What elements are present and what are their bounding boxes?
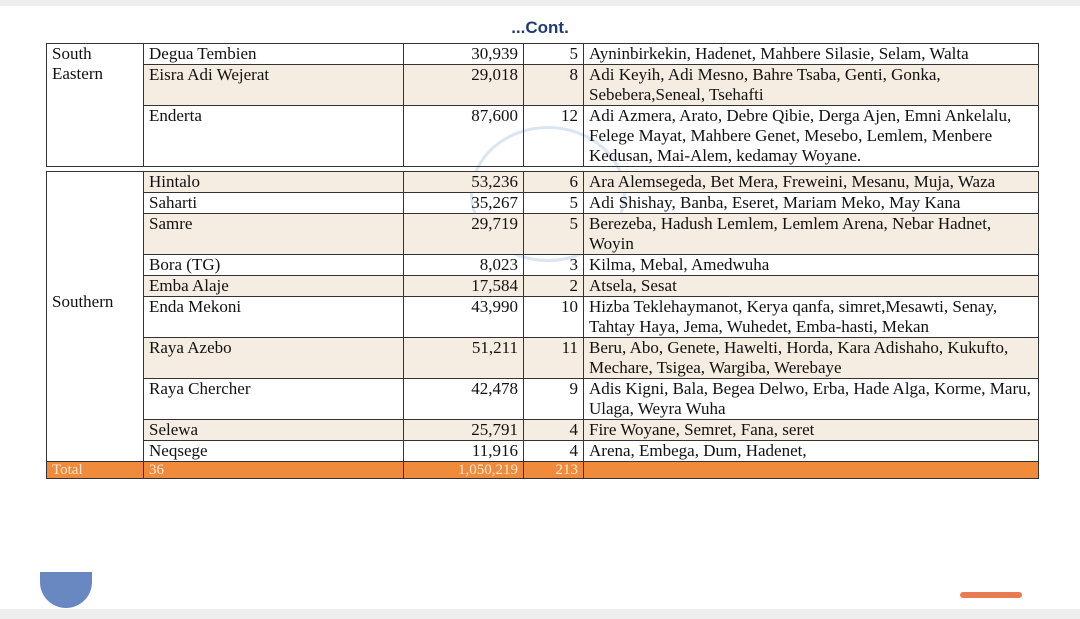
table-row [47, 193, 1039, 214]
table-row [47, 441, 1039, 462]
count-cell: 11 [524, 338, 584, 379]
woreda-cell: Hintalo [144, 172, 404, 193]
towns-cell: Beru, Abo, Genete, Hawelti, Horda, Kara Adishaho, Kukufto, Mechare, Tsigea, Wargiba, Werebaye [584, 338, 1039, 379]
table-row [47, 214, 1039, 255]
woreda-cell: Saharti [144, 193, 404, 214]
count-cell: 9 [524, 379, 584, 420]
woreda-cell: Degua Tembien [144, 44, 404, 65]
count-cell: 6 [524, 172, 584, 193]
population-cell: 25,791 [404, 420, 524, 441]
region-cell [47, 44, 144, 167]
count-cell: 4 [524, 441, 584, 462]
population-cell: 8,023 [404, 255, 524, 276]
towns-cell: Adi Azmera, Arato, Debre Qibie, Derga Ajen, Emni Ankelalu, Felege Mayat, Mahbere Genet, Mesebo, Lemlem, Menbere Kedusan, Mai-Alem, kedamay Woyane. [584, 106, 1039, 167]
woreda-cell: Eisra Adi Wejerat [144, 65, 404, 106]
woreda-cell: Raya Azebo [144, 338, 404, 379]
table-row [47, 297, 1039, 338]
population-cell: 29,719 [404, 214, 524, 255]
population-cell: 51,211 [404, 338, 524, 379]
population-cell: 29,018 [404, 65, 524, 106]
table-row [47, 172, 1039, 193]
towns-cell: Arena, Embega, Dum, Hadenet, [584, 441, 1039, 462]
count-cell: 5 [524, 44, 584, 65]
table-row [47, 255, 1039, 276]
count-cell: 5 [524, 214, 584, 255]
count-cell: 4 [524, 420, 584, 441]
woreda-cell: Raya Chercher [144, 379, 404, 420]
total-population: 1,050,219 [404, 462, 524, 479]
population-cell: 35,267 [404, 193, 524, 214]
table-row [47, 420, 1039, 441]
population-cell: 17,584 [404, 276, 524, 297]
population-cell: 53,236 [404, 172, 524, 193]
towns-cell: Ayninbirkekin, Hadenet, Mahbere Silasie, Selam, Walta [584, 44, 1039, 65]
page-corner-mark [40, 572, 92, 608]
woreda-cell: Emba Alaje [144, 276, 404, 297]
woreda-table [46, 43, 1039, 479]
region-label: Southern [52, 292, 114, 311]
total-woredas: 36 [144, 462, 404, 479]
woreda-cell: Neqsege [144, 441, 404, 462]
towns-cell: Ara Alemsegeda, Bet Mera, Freweini, Mesanu, Muja, Waza [584, 172, 1039, 193]
towns-cell: Adi Keyih, Adi Mesno, Bahre Tsaba, Genti, Gonka, Sebebera,Seneal, Tsehafti [584, 65, 1039, 106]
table-row [47, 44, 1039, 65]
woreda-cell: Selewa [144, 420, 404, 441]
total-row [47, 462, 1039, 479]
count-cell: 8 [524, 65, 584, 106]
population-cell: 43,990 [404, 297, 524, 338]
table-row [47, 338, 1039, 379]
population-cell: 30,939 [404, 44, 524, 65]
woreda-cell: Samre [144, 214, 404, 255]
woreda-cell: Enda Mekoni [144, 297, 404, 338]
towns-cell: Atsela, Sesat [584, 276, 1039, 297]
towns-cell: Adi Shishay, Banba, Eseret, Mariam Meko, May Kana [584, 193, 1039, 214]
count-cell: 10 [524, 297, 584, 338]
towns-cell: Kilma, Mebal, Amedwuha [584, 255, 1039, 276]
total-count: 213 [524, 462, 584, 479]
table-row [47, 379, 1039, 420]
footer-accent-bar [960, 592, 1022, 598]
count-cell: 5 [524, 193, 584, 214]
towns-cell: Fire Woyane, Semret, Fana, seret [584, 420, 1039, 441]
region-cell [47, 172, 144, 462]
continuation-label: ...Cont. [511, 18, 569, 37]
count-cell: 2 [524, 276, 584, 297]
document-page [0, 6, 1080, 609]
table-row [47, 65, 1039, 106]
population-cell: 87,600 [404, 106, 524, 167]
table-row [47, 276, 1039, 297]
population-cell: 11,916 [404, 441, 524, 462]
count-cell: 3 [524, 255, 584, 276]
towns-cell: Hizba Teklehaymanot, Kerya qanfa, simret,Mesawti, Senay, Tahtay Haya, Jema, Wuhedet, Emba-hasti, Mekan [584, 297, 1039, 338]
table-row [47, 106, 1039, 167]
population-cell: 42,478 [404, 379, 524, 420]
total-label: Total [47, 462, 144, 479]
total-towns-empty [584, 462, 1039, 479]
woreda-cell: Bora (TG) [144, 255, 404, 276]
region-label-line1: South [52, 44, 92, 63]
towns-cell: Berezeba, Hadush Lemlem, Lemlem Arena, Nebar Hadnet, Woyin [584, 214, 1039, 255]
region-label-line2: Eastern [52, 64, 103, 83]
woreda-cell: Enderta [144, 106, 404, 167]
count-cell: 12 [524, 106, 584, 167]
towns-cell: Adis Kigni, Bala, Begea Delwo, Erba, Hade Alga, Korme, Maru, Ulaga, Weyra Wuha [584, 379, 1039, 420]
